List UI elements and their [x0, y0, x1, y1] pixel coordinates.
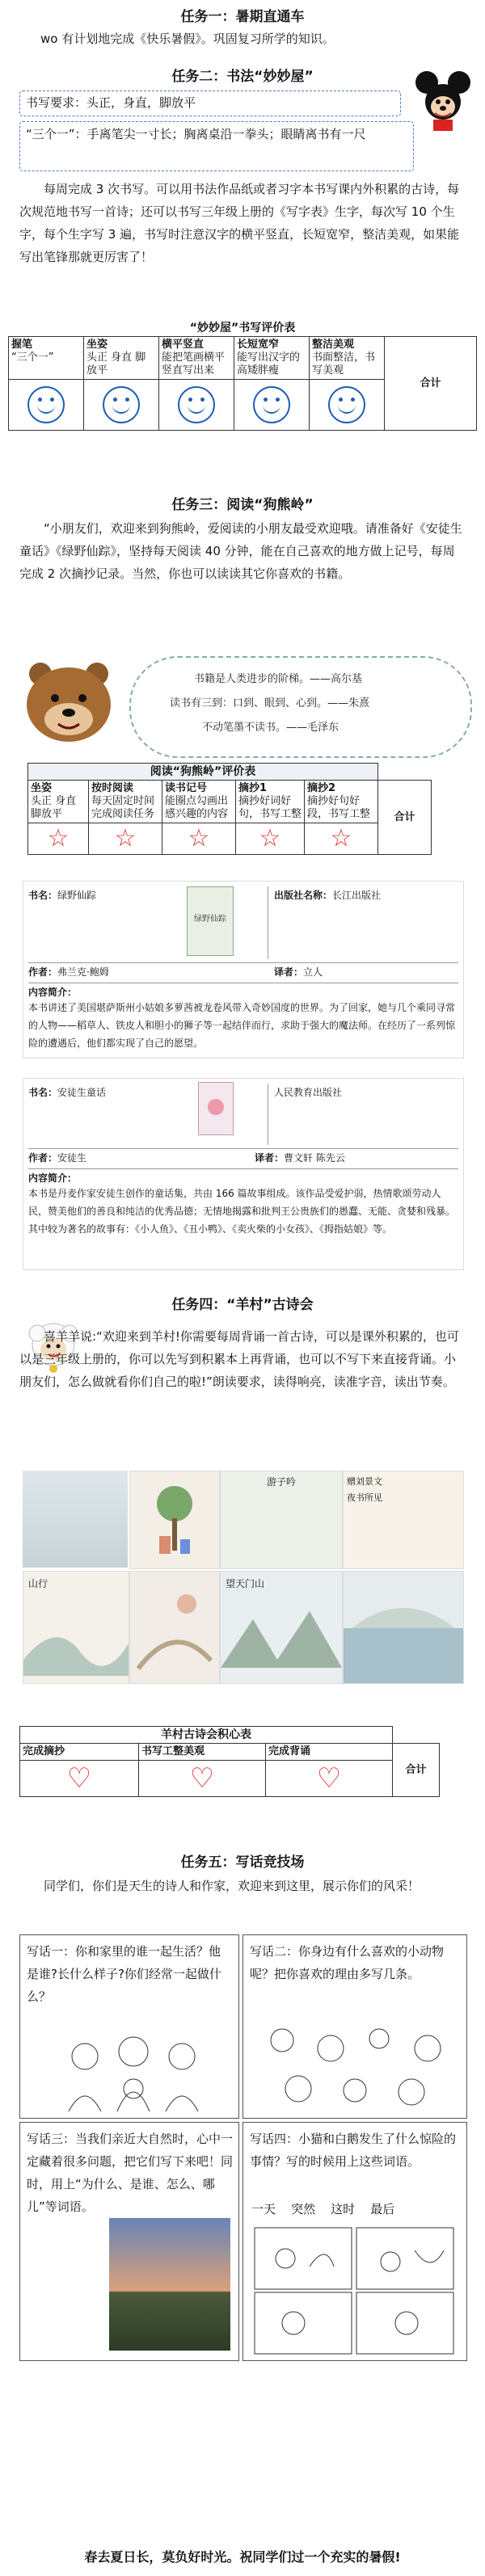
table-header: 摘抄1 [238, 782, 268, 794]
table-title: 阅读“狗熊岭”评价表 [28, 764, 378, 781]
quotes [162, 667, 453, 740]
publisher: 人民教育出版社 [274, 1087, 343, 1098]
table-header: 整洁美观 [312, 339, 355, 351]
animals-illustration [258, 2016, 452, 2113]
quote-mao: 不动笔墨不读书。——毛泽东 [202, 722, 340, 734]
author: 安徒生 [57, 1152, 87, 1164]
quote-gorky: 书籍是人类进步的阶梯。——高尔基 [194, 673, 363, 685]
table-criterion: 能把笔画横平竖直写出来 [162, 351, 226, 377]
task3-heading: 任务三：阅读“狗熊岭” [171, 497, 314, 513]
table-header: 完成背诵 [268, 1745, 311, 1757]
poem-title: 游子吟 [266, 1476, 296, 1488]
nature-photo [109, 2218, 230, 2351]
writing-prompt-2 [242, 1934, 467, 2119]
table-criterion: 书面整洁，书写美观 [312, 351, 376, 377]
poem-title: 赠刘景文 [347, 1476, 382, 1487]
book-card-andersen [23, 1078, 464, 1270]
writing-prompt-3 [19, 2122, 239, 2361]
table-title: 羊村古诗会积心表 [20, 1727, 393, 1744]
star-icon: ☆ [305, 823, 378, 855]
task1-text: wo 有计划地完成《快乐暑假》。巩固复习所学的知识。 [40, 32, 335, 46]
publisher: 长江出版社 [332, 890, 382, 901]
heart-icon: ♡ [20, 1761, 139, 1797]
star-icon: ☆ [236, 823, 305, 855]
task5-heading: 任务五：写话竞技场 [180, 1854, 305, 1871]
table-header: 读书记号 [165, 782, 208, 794]
book-cover-title: 绿野仙踪 [194, 915, 226, 924]
table-total-header: 合计 [378, 781, 432, 855]
smiley-icon [178, 386, 215, 423]
smiley-icon [328, 386, 365, 423]
table-header: 书写工整美观 [141, 1745, 205, 1757]
table-criterion: “三个一” [11, 351, 54, 364]
book-intro: 本书是丹麦作家安徒生创作的童话集，共由 166 篇故事组成。该作品受爱护弱，热情歌颂劳动人民，赞美他们的善良和纯洁的优秀品德；无情地揭露和批判王公贵族们的愚蠢、无能、贪婪和残暴。 [28, 1188, 456, 1217]
book-intro: 本书讲述了美国堪萨斯州小姑娘多萝茜被龙卷风带入奇妙国度的世界。为了回家，她与几个乘同寻常的人物——稻草人、铁皮人和胆小的狮子等一起结伴而行，求助于强大的魔法师。在经历了一系列惊险的遭遇后，他们都实现了自己的愿望。 [28, 1002, 456, 1049]
author-label: 作者： [28, 966, 58, 978]
book-card-oz [23, 881, 464, 1059]
table-title: “妙妙屋”书写评价表 [9, 320, 477, 337]
table-criterion: 摘抄好句好段，书写工整 [307, 795, 371, 820]
table-criterion: 摘抄好词好句，书写工整 [238, 795, 302, 820]
smiley-icon [27, 386, 65, 423]
table-criterion: 每天固定时间完成阅读任务 [91, 795, 155, 820]
table-criterion: 头正 身直 脚放平 [86, 351, 146, 377]
author: 弗兰克·鲍姆 [57, 966, 109, 978]
quote-zhuxi: 读书有三到：口到、眼到、心到。——朱熹 [170, 697, 370, 709]
writing-prompt-1 [19, 1934, 239, 2119]
poem-title: 望天门山 [226, 1578, 265, 1589]
table-header: 横平竖直 [162, 339, 205, 351]
table-header: 握笔 [11, 339, 33, 351]
book-title: 安徒生童话 [57, 1087, 107, 1098]
poem-images [23, 1471, 462, 1682]
prompt-text: 写话一：你和家里的谁一起生活？他是谁?长什么样子?你们经常一起做什么？ [27, 1944, 221, 2004]
smiley-icon [253, 386, 290, 423]
writing-requirements: 书写要求：头正，身直，脚放平 [26, 95, 196, 110]
star-icon: ☆ [28, 823, 89, 855]
required-words: 一天 突然 这时 最后 [251, 2202, 395, 2216]
book-title-label: 书名： [28, 890, 58, 901]
prompt-text: 写话四：小猫和白鹅发生了什么惊险的事情？写的时候用上这些词语。 [250, 2132, 457, 2169]
cat-goose-comic [253, 2226, 455, 2355]
task2-heading: 任务二：书法“妙妙屋” [171, 69, 314, 85]
intro-label: 内容简介： [28, 987, 78, 998]
table-criterion: 能写出汉字的高矮胖瘦 [237, 351, 301, 377]
table-header: 完成摘抄 [23, 1745, 65, 1757]
poem-evaluation-table [19, 1726, 440, 1797]
calligraphy-evaluation-table [8, 320, 477, 431]
footer-message: 春去夏日长，莫负好时光。祝同学们过一个充实的暑假! [84, 2549, 401, 2565]
heart-icon: ♡ [139, 1761, 266, 1797]
table-criterion: 头正 身直 脚放平 [31, 795, 77, 820]
table-header: 长短宽窄 [237, 339, 280, 351]
prompt-text: 写话三：当我们亲近大自然时，心中一定藏着很多问题，把它们写下来吧！同时，用上“为什么、是谁、怎么、哪儿”等词语。 [27, 2132, 234, 2214]
publisher-label: 出版社名称： [274, 890, 333, 901]
star-icon: ☆ [89, 823, 162, 855]
poem-title: 夜书所见 [347, 1492, 382, 1503]
bear-illustration [16, 656, 121, 753]
three-ones-rule: “三个一”：手离笔尖一寸长；胸离桌沿一拳头；眼睛离书有一尺 [26, 127, 366, 141]
table-header: 坐姿 [86, 339, 108, 351]
translator: 曹文轩 陈先云 [284, 1152, 345, 1164]
table-total-header: 合计 [385, 337, 477, 431]
heart-icon: ♡ [266, 1761, 393, 1797]
poem-title: 山行 [28, 1578, 48, 1589]
book-title: 绿野仙踪 [57, 890, 97, 901]
author-label: 作者： [28, 1152, 58, 1164]
writing-prompt-4 [242, 2122, 467, 2361]
star-icon: ☆ [162, 823, 236, 855]
task2-paragraph: 每周完成 3 次书写。可以用书法作品纸或者习字本书写课内外积累的古诗，每次规范地书写一首诗；还可以书写三年级上册的《写字表》生字，每次写 10 个生字，每个生字写 3 遍，书写时注意汉字的横平竖直，长短宽窄，整洁美观，如果能写出笔锋那就更厉害了！ [19, 182, 460, 264]
translator-label: 译者： [274, 966, 304, 978]
book-famous-stories: 其中较为著名的故事有：《小人鱼》、《丑小鸭》、《卖火柴的小女孩》、《拇指姑娘》等。 [28, 1223, 393, 1235]
task1-heading: 任务一：暑期直通车 [180, 9, 305, 25]
task3-paragraph: “小朋友们，欢迎来到狗熊岭，爱阅读的小朋友最受欢迎哦。请准备好《安徒生童话》《绿野仙踪》，坚持每天阅读 40 分钟，能在自己喜欢的地方做上记号，每周完成 2 次摘抄记录。当然，你也可以读读其它你喜欢的书籍。 [19, 521, 462, 581]
smiley-icon [103, 386, 140, 423]
translator-label: 译者： [255, 1152, 285, 1164]
task5-paragraph: 同学们，你们是天生的诗人和作家，欢迎来到这里，展示你们的风采！ [44, 1879, 420, 1893]
task4-heading: 任务四：“羊村”古诗会 [171, 1297, 314, 1313]
table-criterion: 能圈点勾画出感兴趣的内容 [165, 795, 229, 820]
reading-evaluation-table [27, 763, 432, 855]
book-cover [198, 1082, 234, 1135]
table-total-header: 合计 [393, 1744, 440, 1797]
table-header: 按时阅读 [91, 782, 134, 794]
book-title-label: 书名： [28, 1087, 58, 1098]
table-header: 坐姿 [31, 782, 53, 794]
intro-label: 内容简介： [28, 1172, 78, 1184]
family-illustration [53, 2032, 214, 2113]
table-header: 摘抄2 [307, 782, 336, 794]
task4-paragraph: 喜羊羊说:“欢迎来到羊村!你需要每周背诵一首古诗，可以是课外积累的，也可以是三年级上册的，你可以先写到积累本上再背诵，也可以不写下来直接背诵。小朋友们，怎么做就看你们自己的啦!”朗读要求，读得响亮，读准字音，读出节奏。 [19, 1329, 459, 1389]
translator: 立人 [303, 966, 323, 978]
prompt-text: 写话二：你身边有什么喜欢的小动物呢？把你喜欢的理由多写几条。 [250, 1944, 445, 1981]
